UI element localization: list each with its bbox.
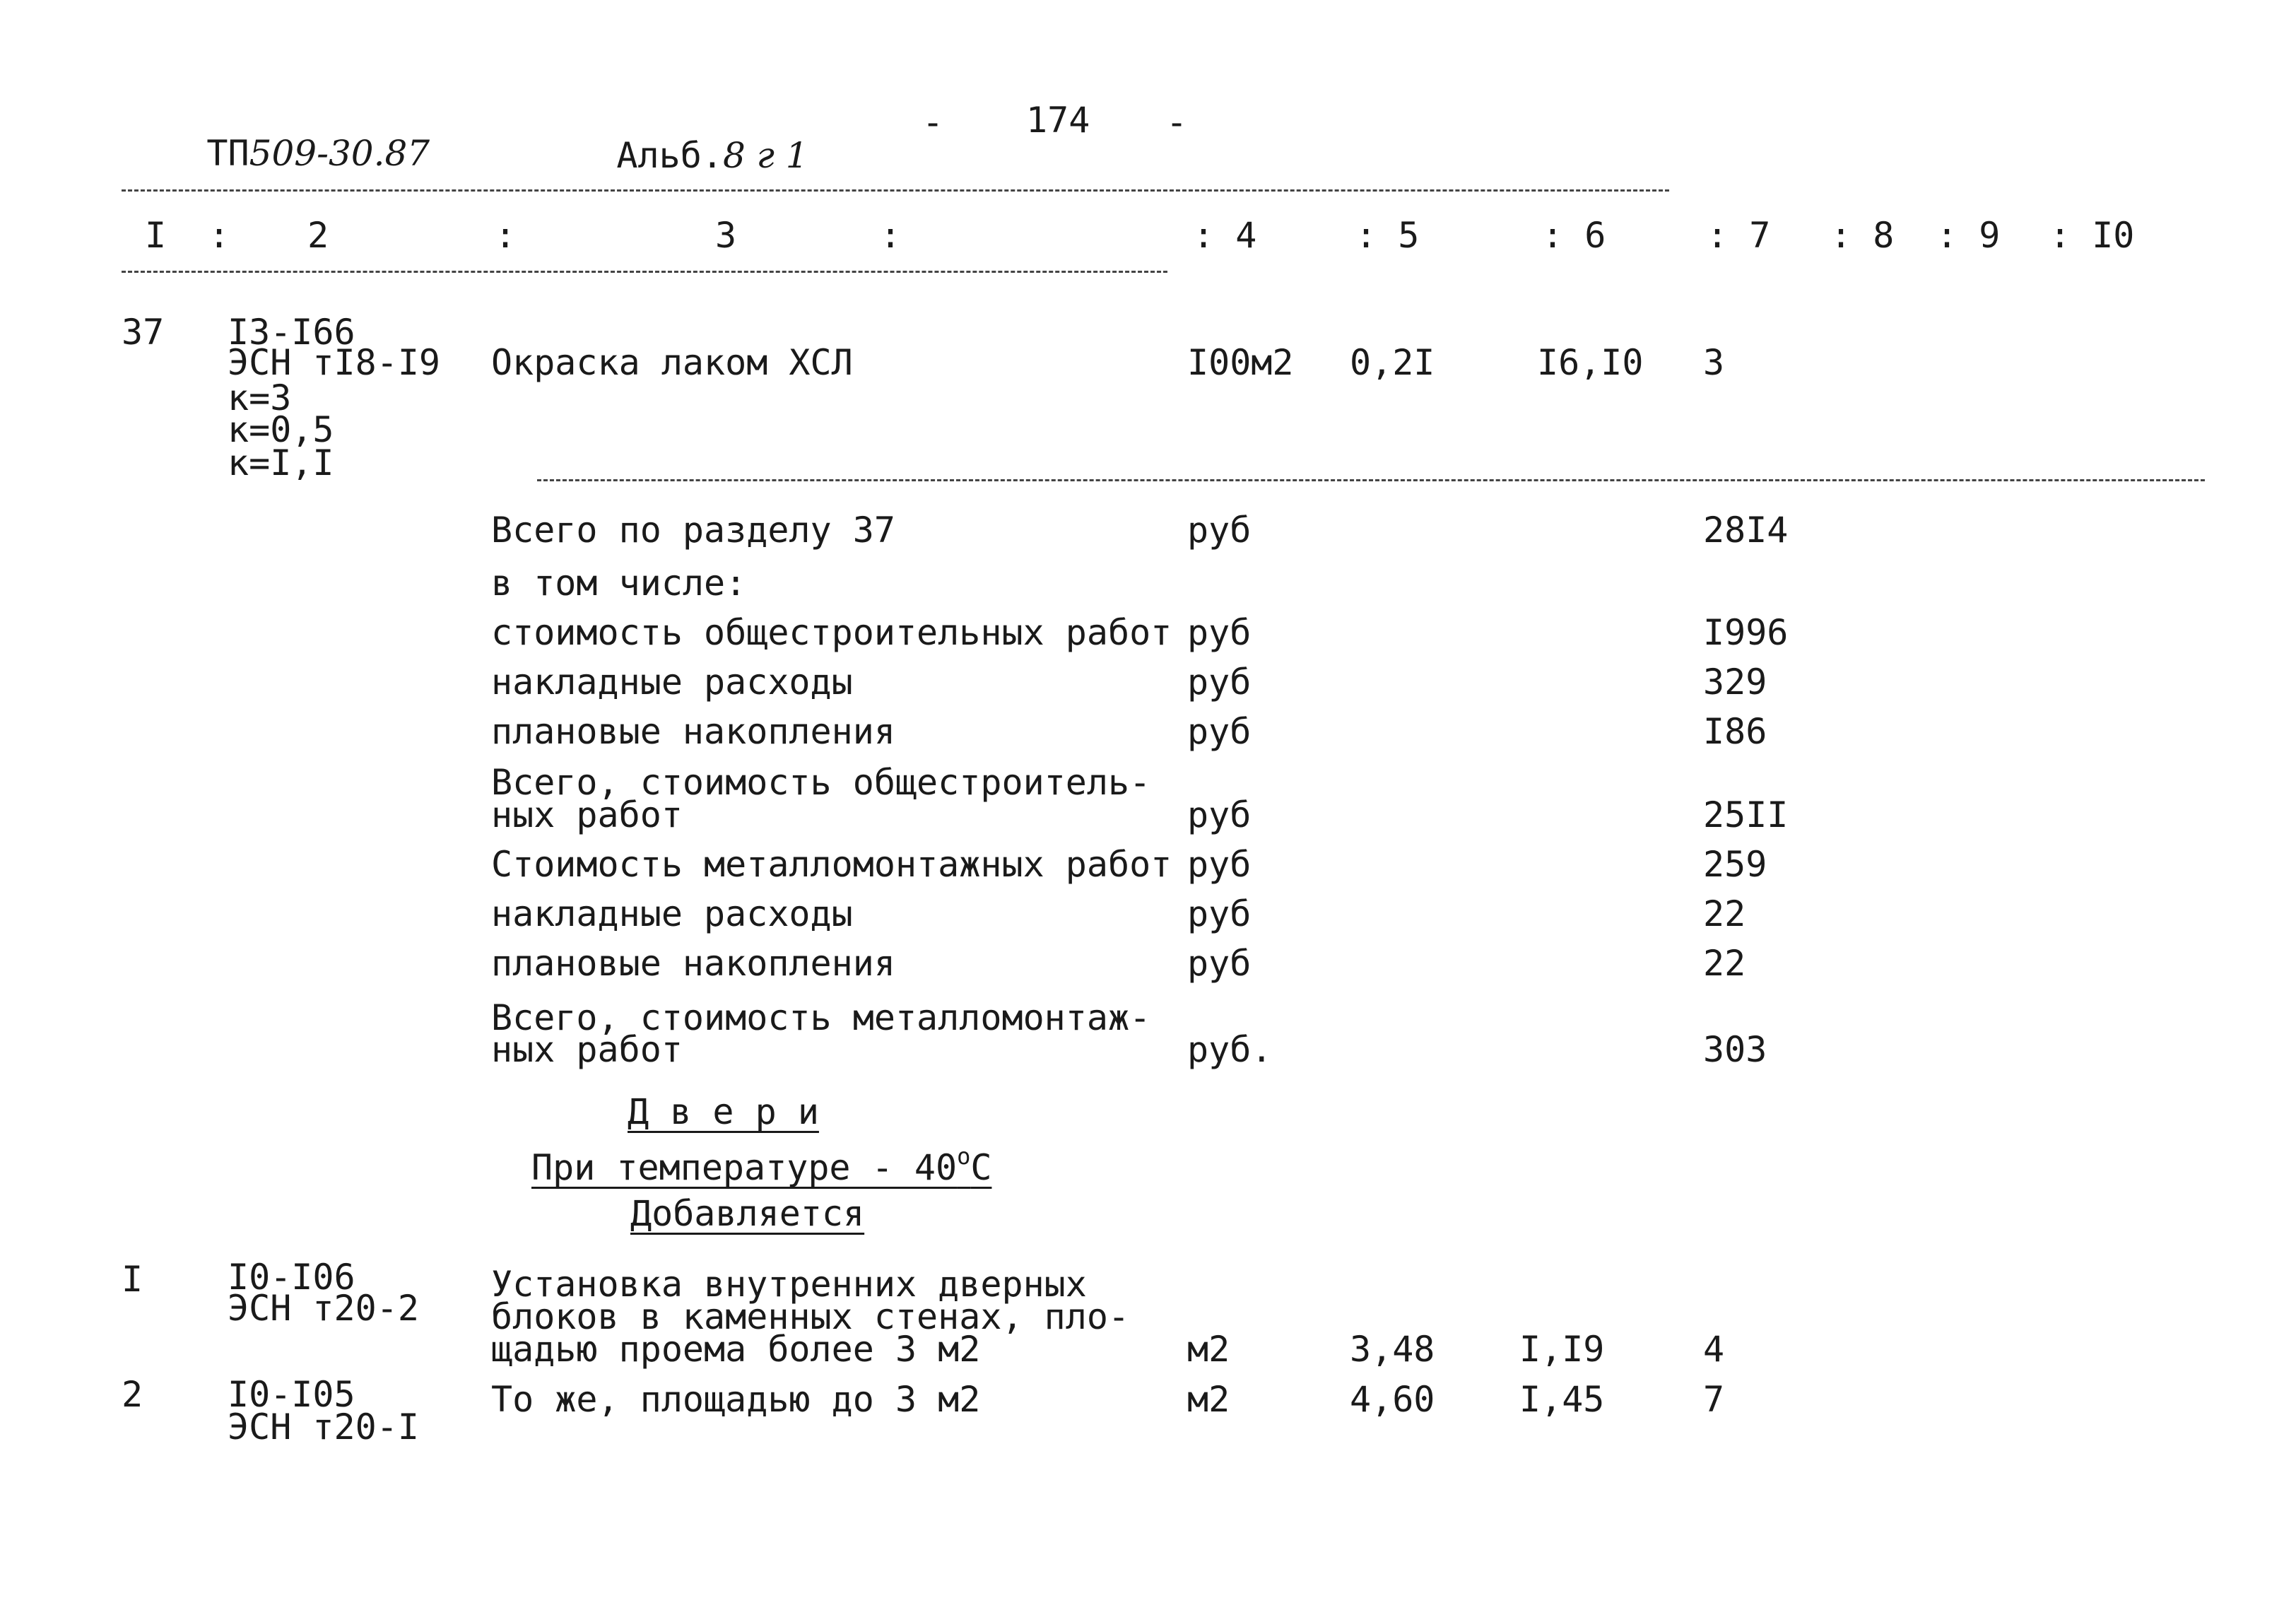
page-number: 174	[1026, 100, 1090, 141]
row37-num: 37	[122, 312, 165, 353]
row37-rule	[537, 479, 2205, 481]
table-row-unit: м2	[1187, 1329, 1230, 1370]
col-3: 3	[715, 215, 737, 256]
summary-value: 303	[1703, 1029, 1767, 1070]
summary-label: Стоимость металломонтажных работ	[491, 844, 1172, 885]
page-dash-right: -	[1166, 102, 1188, 143]
col-8: : 8	[1830, 215, 1895, 256]
summary-value: I996	[1703, 612, 1789, 653]
doc-code-handwritten: 509-30.87	[249, 133, 430, 174]
summary-label: накладные расходы	[491, 893, 853, 934]
table-row-code: ЭСН т20-I	[228, 1407, 419, 1448]
summary-label: накладные расходы	[491, 662, 853, 703]
table-row-name: Установка внутренних дверных	[491, 1264, 1087, 1305]
table-row-num: I	[122, 1259, 143, 1300]
col-4: : 4	[1193, 215, 1257, 256]
summary-unit: руб	[1187, 662, 1252, 703]
table-row-name: То же, площадью до 3 м2	[491, 1379, 981, 1420]
summary-unit: руб	[1187, 943, 1252, 984]
table-row-qty: 3,48	[1350, 1329, 1435, 1370]
album-label	[531, 102, 808, 209]
row37-unit: I00м2	[1187, 342, 1294, 383]
page-dash-left: -	[922, 102, 944, 143]
col-2: 2	[307, 215, 329, 256]
summary-value: I86	[1703, 711, 1767, 752]
summary-unit: руб	[1187, 612, 1252, 653]
table-row-name: щадью проема более 3 м2	[491, 1329, 981, 1370]
summary-label: плановые накопления	[491, 943, 895, 984]
table-row-code: ЭСН т20-2	[228, 1288, 419, 1329]
album-handwritten: 8 г 1	[722, 135, 808, 176]
col-1: I	[145, 215, 167, 256]
summary-unit: руб	[1187, 893, 1252, 934]
summary-unit: руб.	[1187, 1029, 1273, 1070]
album-prefix: Альб.	[616, 135, 723, 176]
col-sep-1: :	[208, 215, 230, 256]
row37-cost: 3	[1703, 342, 1725, 383]
section-note: Добавляется	[630, 1193, 865, 1234]
table-row-code: I0-I05	[228, 1374, 355, 1415]
summary-label: в том числе:	[491, 563, 747, 604]
col-sep-3: :	[880, 215, 902, 256]
col-10: : I0	[2049, 215, 2135, 256]
summary-unit: руб	[1187, 711, 1252, 752]
col-5: : 5	[1355, 215, 1420, 256]
summary-value: 25II	[1703, 794, 1789, 835]
header-rule-top	[122, 189, 1669, 192]
summary-label: плановые накопления	[491, 711, 895, 752]
doc-code-prefix: ТП	[206, 133, 249, 174]
summary-label: стоимость общестроительных работ	[491, 612, 1172, 653]
summary-value: 22	[1703, 943, 1746, 984]
summary-value: 28I4	[1703, 510, 1789, 551]
row37-code-2: ЭСН тI8-I9	[228, 342, 441, 383]
table-row-price: I,45	[1519, 1379, 1605, 1420]
row37-code-5: к=I,I	[228, 442, 334, 483]
col-6: : 6	[1542, 215, 1606, 256]
section-subtitle-text: При температуре - 40	[531, 1147, 958, 1188]
col-9: : 9	[1936, 215, 2001, 256]
col-7: : 7	[1707, 215, 1771, 256]
section-title: Д в е р и	[628, 1091, 819, 1132]
table-row-unit: м2	[1187, 1379, 1230, 1420]
summary-unit: руб	[1187, 510, 1252, 551]
row37-code-1: I3-I66	[228, 312, 355, 353]
summary-unit: руб	[1187, 844, 1252, 885]
section-subtitle-unit: С	[970, 1147, 992, 1188]
table-row-cost: 4	[1703, 1329, 1725, 1370]
summary-value: 329	[1703, 662, 1767, 703]
row37-qty: 0,2I	[1350, 342, 1435, 383]
table-row-name: блоков в каменных стенах, пло-	[491, 1296, 1130, 1337]
summary-value: 259	[1703, 844, 1767, 885]
summary-unit: руб	[1187, 794, 1252, 835]
summary-label: Всего, стоимость общестроитель-	[491, 762, 1151, 803]
table-row-num: 2	[122, 1374, 143, 1415]
degree-symbol: о	[957, 1143, 971, 1170]
summary-label: Всего, стоимость металломонтаж-	[491, 997, 1151, 1038]
row37-name: Окраска лаком ХСЛ	[491, 342, 853, 383]
row37-code-4: к=0,5	[228, 409, 334, 450]
header-rule-bottom	[122, 271, 1167, 273]
table-row-code: I0-I06	[228, 1257, 355, 1298]
table-row-price: I,I9	[1519, 1329, 1605, 1370]
row37-code-3: к=3	[228, 377, 292, 418]
summary-label-cont: ных работ	[491, 1029, 683, 1070]
table-row-cost: 7	[1703, 1379, 1725, 1420]
summary-value: 22	[1703, 893, 1746, 934]
summary-label: Всего по разделу 37	[491, 510, 895, 551]
col-sep-2: :	[495, 215, 517, 256]
section-subtitle	[531, 1143, 992, 1188]
table-row-qty: 4,60	[1350, 1379, 1435, 1420]
summary-label-cont: ных работ	[491, 794, 683, 835]
row37-price: I6,I0	[1537, 342, 1644, 383]
